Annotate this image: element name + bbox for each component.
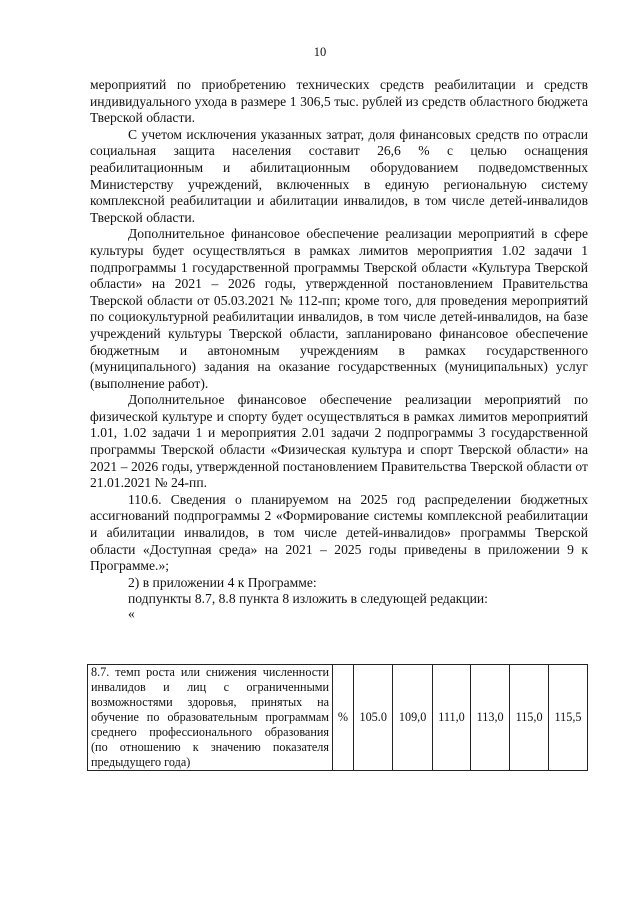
paragraph-subitems: подпункты 8.7, 8.8 пункта 8 изложить в следующей редакции: xyxy=(128,591,488,607)
paragraph-continuation: мероприятий по приобретению технических средств реабилитации и средств индивидуального ухода в размере 1 306,5 тыс. рублей из средств областного бюджета Тверской области. xyxy=(90,77,588,126)
paragraph-culture: Дополнительное финансовое обеспечение реализации мероприятий в сфере культуры будет осуществляться в рамках лимитов мероприятия 1.02 задачи 1 подпрограммы 1 государственной программы Тверской области «Культура Тверской области» на 2021 – 2026 годы, утвержденной постановлением Правительства Тверской области от 05.03.2021 № 112-пп; кроме того, для проведения мероприятий по социокультурной реабилитации инвалидов, в том числе детей-инвалидов, на базе учреждений культуры Тверской области, запланировано финансовое обеспечение бюджетным и автономным учреждениям в рамках государственного (муниципального) задания на оказание государственных (муниципальных) услуг (выполнение работ). xyxy=(90,226,588,391)
indicator-description: 8.7. темп роста или снижения численности инвалидов и лиц с ограниченными возможностями здоровья, принятых на обучение по образовательным программам среднего профессионального образования (по отношению к значению показателя предыдущего года) xyxy=(88,665,333,771)
table-row xyxy=(88,665,588,771)
indicator-value-3: 111,0 xyxy=(432,665,470,771)
document-body xyxy=(90,77,588,620)
opening-quote: « xyxy=(128,606,135,621)
indicator-value-1: 105.0 xyxy=(354,665,393,771)
paragraph-social-protection: С учетом исключения указанных затрат, доля финансовых средств по отрасли социальная защита населения составит 26,6 % с целью оснащения реабилитационным и абилитационным оборудованием подведомственных Министерству учреждений, включенных в единую региональную систему комплексной реабилитации и абилитации инвалидов, в том числе детей-инвалидов Тверской области. xyxy=(90,126,588,225)
indicator-unit: % xyxy=(333,665,354,771)
indicator-value-2: 109,0 xyxy=(393,665,432,771)
page-number: 10 xyxy=(313,45,327,59)
paragraph-110-6: 110.6. Сведения о планируемом на 2025 год распределении бюджетных ассигнований подпрограммы 2 «Формирование системы комплексной реабилитации и абилитации инвалидов, в том числе детей-инвалидов» программы Тверской области «Доступная среда» на 2021 – 2025 годы приведены в приложении 9 к Программе.»; xyxy=(90,491,588,574)
paragraph-sport: Дополнительное финансовое обеспечение реализации мероприятий по физической культуре и спорту будет осуществляться в рамках лимитов мероприятий 1.01, 1.02 задачи 1 и мероприятия 2.01 задачи 2 подпрограммы 3 государственной программы Тверской области «Физическая культура и спорт Тверской области» на 2021 – 2026 годы, утвержденной постановлением Правительства Тверской области от 21.01.2021 № 24-пп. xyxy=(90,392,588,491)
paragraph-appendix-4: 2) в приложении 4 к Программе: xyxy=(128,574,317,590)
indicator-table xyxy=(87,664,588,771)
indicator-value-5: 115,0 xyxy=(510,665,549,771)
indicator-value-6: 115,5 xyxy=(549,665,588,771)
indicator-value-4: 113,0 xyxy=(471,665,510,771)
